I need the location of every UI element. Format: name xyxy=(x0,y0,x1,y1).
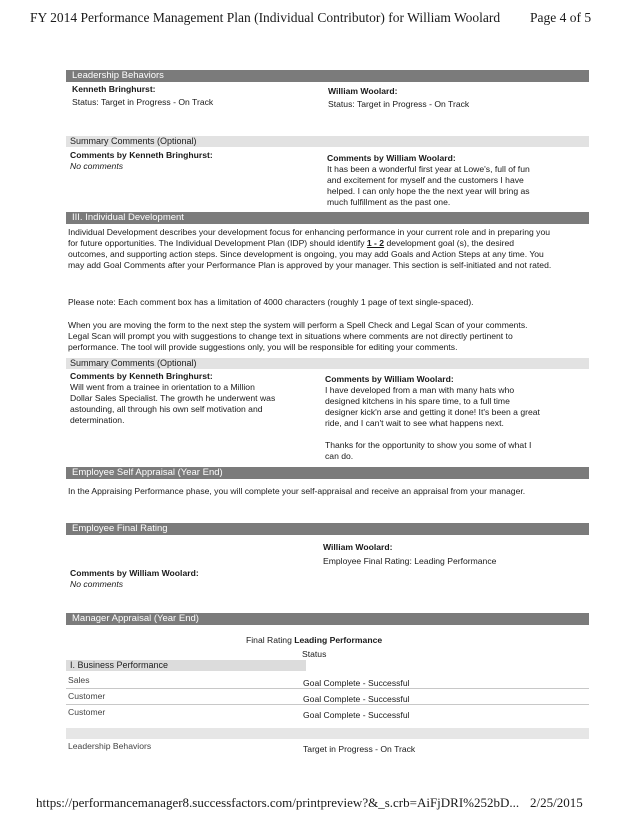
character-limit-note: Please note: Each comment box has a limitation of 4000 characters (roughly 1 page of text single-spaced). xyxy=(68,297,474,307)
summary-comments-bar: Summary Comments (Optional) xyxy=(66,136,589,147)
employee-thanks-line: Thanks for the opportunity to show you some of what I xyxy=(325,440,532,450)
footer-date: 2/25/2015 xyxy=(530,795,583,810)
manager-status: Status: Target in Progress - On Track xyxy=(72,97,214,107)
employee-comment-line: It has been a wonderful first year at Lowe's, full of fun xyxy=(327,164,530,174)
final-rating-bar: Employee Final Rating xyxy=(66,523,589,535)
employee-comment-line: helped. I can only hope the the next year will bring as xyxy=(327,186,530,196)
goal-count: 1 - 2 xyxy=(366,238,385,248)
document-title: FY 2014 Performance Management Plan (Individual Contributor) for William Woolard xyxy=(30,10,501,25)
manager-comment-line: Will went from a trainee in orientation to a Million xyxy=(70,382,255,392)
employee-comment-line: and excitement for myself and the customers I have xyxy=(327,175,524,185)
idp-description: Individual Development describes your development focus for enhancing performance in your current role and in preparing you for future opportunities. The Individual Development Plan (IDP) should identify 1 - 2 development goal (s), the desired outcomes, and supporting action steps. Since development is ongoing, you may add Goals and Action Steps at any time. You may add Goal Comments after your Performance Plan is approved by your manager. This section is self-initiated and not rated. xyxy=(68,227,552,270)
row-label: Customer xyxy=(68,691,106,701)
employee-comment-line: much fulfillment as the past one. xyxy=(327,197,451,207)
no-comments-text: No comments xyxy=(70,161,124,171)
business-performance-bar: I. Business Performance xyxy=(66,660,306,671)
self-appraisal-text: In the Appraising Performance phase, you will complete your self-appraisal and receive an appraisal from your manager. xyxy=(68,486,526,496)
summary-comments-bar: Summary Comments (Optional) xyxy=(66,358,589,369)
employee-status: Status: Target in Progress - On Track xyxy=(328,99,470,109)
manager-comment-line: astounding, all through his own self motivation and xyxy=(70,404,263,414)
employee-name: William Woolard: xyxy=(328,86,398,96)
individual-development-bar: III. Individual Development xyxy=(66,212,589,224)
final-rating-line xyxy=(246,635,382,646)
leadership-spacer-bar xyxy=(66,728,589,739)
row-status: Goal Complete - Successful xyxy=(303,678,410,688)
employee-comment-line: designed kitchens in his spare time, to a full time xyxy=(325,396,510,406)
comments-by-employee-label: Comments by William Woolard: xyxy=(327,153,456,163)
row-status: Goal Complete - Successful xyxy=(303,710,410,720)
manager-comment-line: determination. xyxy=(70,415,125,425)
no-comments-text: No comments xyxy=(70,579,124,589)
final-rating-text: Employee Final Rating: Leading Performance xyxy=(323,556,497,566)
leadership-behaviors-bar: Leadership Behaviors xyxy=(66,70,589,82)
employee-comment-line: ride, and I can't wait to see what happens next. xyxy=(325,418,504,428)
employee-comment-line: I have developed from a man with many hats who xyxy=(325,385,515,395)
employee-comment-line: designer kick'n arse and getting it done! It's been a great xyxy=(325,407,540,417)
leadership-row-label: Leadership Behaviors xyxy=(68,741,152,751)
comments-by-employee-label: Comments by William Woolard: xyxy=(325,374,454,384)
status-column-header: Status xyxy=(302,649,327,659)
manager-comment-line: Dollar Sales Specialist. The growth he underwent was xyxy=(70,393,276,403)
manager-appraisal-bar: Manager Appraisal (Year End) xyxy=(66,613,589,625)
self-appraisal-bar: Employee Self Appraisal (Year End) xyxy=(66,467,589,479)
row-status: Goal Complete - Successful xyxy=(303,694,410,704)
leadership-row-status: Target in Progress - On Track xyxy=(303,744,416,754)
employee-name: William Woolard: xyxy=(323,542,393,552)
comments-by-employee-label: Comments by William Woolard: xyxy=(70,568,199,578)
final-rating-label: Final Rating xyxy=(246,635,292,645)
manager-name: Kenneth Bringhurst: xyxy=(72,84,156,94)
comments-by-manager-label: Comments by Kenneth Bringhurst: xyxy=(70,371,213,381)
page-number: Page 4 of 5 xyxy=(530,10,592,25)
comments-by-manager-label: Comments by Kenneth Bringhurst: xyxy=(70,150,213,160)
spell-check-note: When you are moving the form to the next step the system will perform a Spell Check and Legal Scan of your comments. Legal Scan will prompt you with suggestions to change text in situations where comments are not directly pertinent to performance. The tool will provide suggestions only, you will be responsible for editing your comments. xyxy=(68,320,528,352)
row-label: Sales xyxy=(68,675,90,685)
row-label: Customer xyxy=(68,707,106,717)
final-rating-value: Leading Performance xyxy=(294,635,383,645)
footer-url: https://performancemanager8.successfactors.com/printpreview?&_s.crb=AiFjDRI%252bD... xyxy=(36,795,520,810)
employee-thanks-line: can do. xyxy=(325,451,354,461)
